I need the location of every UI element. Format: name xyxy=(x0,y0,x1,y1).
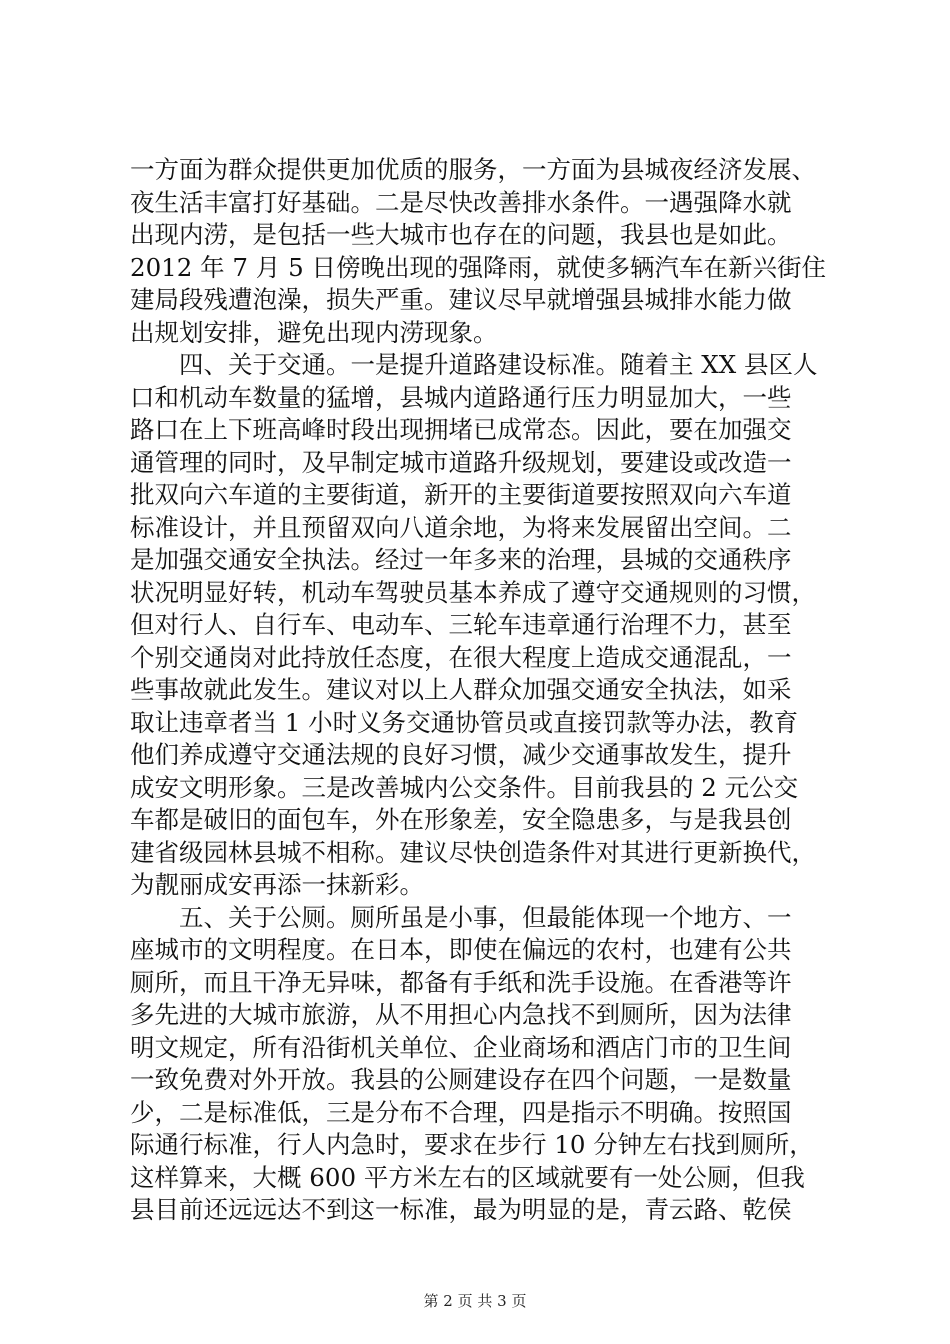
text-line: 些事故就此发生。建议对以上人群众加强交通安全执法，如采 xyxy=(130,675,792,704)
text-line: 夜生活丰富打好基础。二是尽快改善排水条件。一遇强降水就 xyxy=(130,187,792,217)
text-line: 是加强交通安全执法。经过一年多来的治理，县城的交通秩序 xyxy=(130,545,792,574)
text-line: 标准设计，并且预留双向八道余地，为将来发展留出空间。二 xyxy=(130,512,792,542)
text-line: 出现内涝，是包括一些大城市也存在的问题，我县也是如此。 xyxy=(130,220,792,249)
text-line: 多先进的大城市旅游，从不用担心内急找不到厕所，因为法律 xyxy=(130,1000,792,1029)
text-line: 成安文明形象。三是改善城内公交条件。目前我县的 2 元公交 xyxy=(130,772,799,802)
text-line: 通管理的同时，及早制定城市道路升级规划，要建设或改造一 xyxy=(130,447,792,477)
text-line: 县目前还远远达不到这一标准，最为明显的是，青云路、乾侯 xyxy=(130,1195,792,1224)
text-line: 车都是破旧的面包车，外在形象差，安全隐患多，与是我县创 xyxy=(130,805,792,834)
text-line: 口和机动车数量的猛增，县城内道路通行压力明显加大，一些 xyxy=(130,382,792,412)
text-line: 出规划安排，避免出现内涝现象。 xyxy=(130,317,498,347)
document-body xyxy=(130,154,830,1227)
text-line: 厕所，而且干净无异味，都备有手纸和洗手设施。在香港等许 xyxy=(130,967,792,997)
text-line: 四、关于交通。一是提升道路建设标准。随着主 XX 县区人 xyxy=(130,350,818,379)
text-line: 批双向六车道的主要街道，新开的主要街道要按照双向六车道 xyxy=(130,480,792,509)
text-line: 一方面为群众提供更加优质的服务，一方面为县城夜经济发展、 xyxy=(130,155,816,184)
text-line: 状况明显好转，机动车驾驶员基本养成了遵守交通规则的习惯， xyxy=(130,577,816,607)
text-line: 建省级园林县城不相称。建议尽快创造条件对其进行更新换代， xyxy=(130,837,816,867)
text-line: 明文规定，所有沿街机关单位、企业商场和酒店门市的卫生间 xyxy=(130,1032,792,1062)
text-line: 2012 年 7 月 5 日傍晚出现的强降雨，就使多辆汽车在新兴街住 xyxy=(130,252,826,282)
text-line: 少，二是标准低，三是分布不合理，四是指示不明确。按照国 xyxy=(130,1097,792,1127)
text-line: 这样算来，大概 600 平方米左右的区域就要有一处公厕，但我 xyxy=(130,1162,805,1192)
text-line: 取让违章者当 1 小时义务交通协管员或直接罚款等办法，教育 xyxy=(130,707,799,737)
text-line: 路口在上下班高峰时段出现拥堵已成常态。因此，要在加强交 xyxy=(130,415,792,444)
text-line: 建局段残遭泡澡，损失严重。建议尽早就增强县城排水能力做 xyxy=(130,285,792,314)
text-line: 但对行人、自行车、电动车、三轮车违章通行治理不力，甚至 xyxy=(130,610,792,639)
page-number-footer: 第 2 页 共 3 页 xyxy=(423,1292,527,1310)
text-line: 一致免费对外开放。我县的公厕建设存在四个问题，一是数量 xyxy=(130,1065,792,1094)
text-line: 际通行标准，行人内急时，要求在步行 10 分钟左右找到厕所， xyxy=(130,1130,814,1159)
text-line: 五、关于公厕。厕所虽是小事，但最能体现一个地方、一 xyxy=(130,902,792,932)
text-line: 他们养成遵守交通法规的良好习惯，减少交通事故发生，提升 xyxy=(130,740,792,769)
text-line: 座城市的文明程度。在日本，即使在偏远的农村，也建有公共 xyxy=(130,935,792,964)
text-line: 为靓丽成安再添一抹新彩。 xyxy=(130,870,424,899)
text-line: 个别交通岗对此持放任态度，在很大程度上造成交通混乱，一 xyxy=(130,642,792,672)
